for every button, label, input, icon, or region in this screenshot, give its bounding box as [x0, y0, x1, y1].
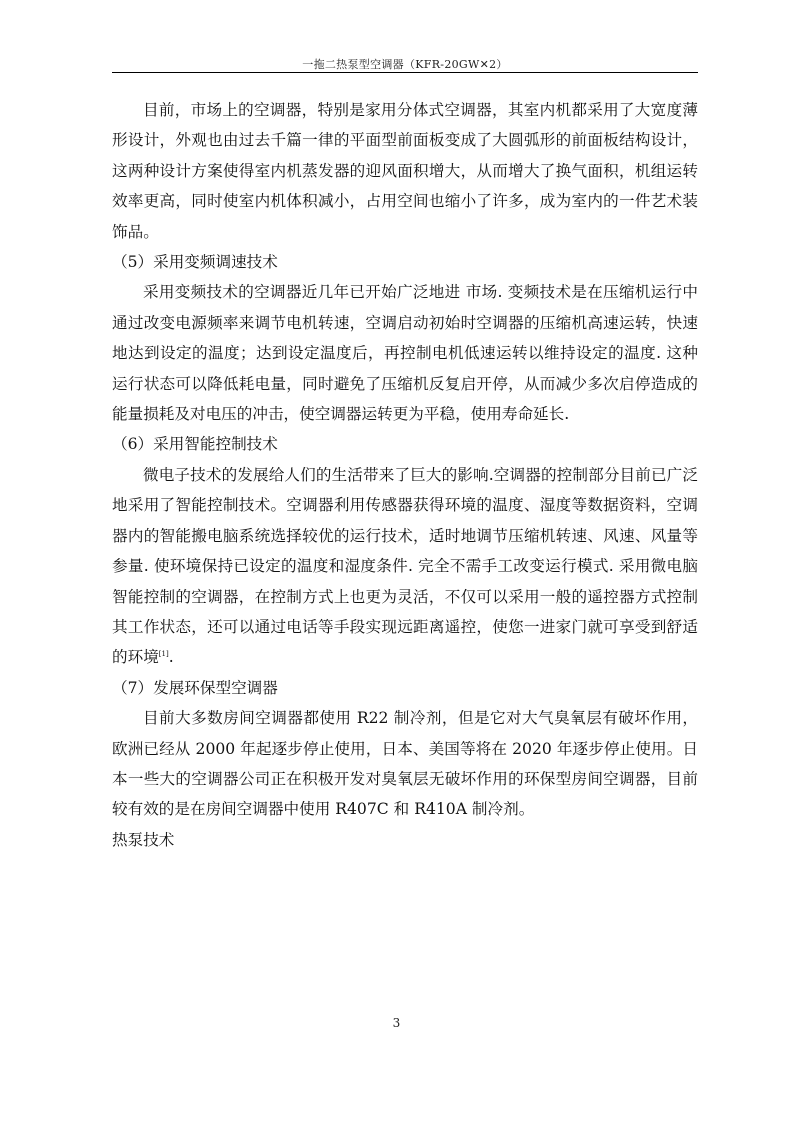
section-heading-5: （5）采用变频调速技术: [112, 253, 278, 272]
document-body: [112, 95, 698, 855]
citation-ref[interactable]: [1]: [158, 650, 169, 659]
header-rule: [112, 72, 698, 73]
paragraph-inverter: 采用变频技术的空调器近几年已开始广泛地进 市场. 变频技术是在压缩机运行中通过改变电源频率来调节电机转速，空调启动初始时空调器的压缩机高速运转，快速地达到设定的温度；达到设定温度后，再控制电机低速运转以维持设定的温度. 这种运行状态可以降低耗电量，同时避免了压缩机反复启开停，从而减少多次启停造成的能量损耗及对电压的冲击，使空调器运转更为平稳，使用寿命延长.: [112, 283, 698, 424]
paragraph-intro: 目前，市场上的空调器，特别是家用分体式空调器，其室内机都采用了大宽度薄形设计，外观也由过去千篇一律的平面型前面板变成了大圆弧形的前面板结构设计，这两种设计方案使得室内机蒸发器的迎风面积增大，从而增大了换气面积，机组运转效率更高，同时使室内机体积减小，占用空间也缩小了许多，成为室内的一件艺术装饰品。: [112, 101, 698, 241]
section-heading-7: （7）发展环保型空调器: [112, 678, 278, 697]
section-heading-6: （6）采用智能控制技术: [112, 435, 278, 454]
paragraph-smart-control-text: 微电子技术的发展给人们的生活带来了巨大的影响.空调器的控制部分目前已广泛地采用了智能控制技术。空调器利用传感器获得环境的温度、湿度等数据资料，空调器内的智能搬电脑系统选择较优的运行技术，适时地调节压缩机转速、风速、风量等参量. 使环境保持已设定的温度和湿度条件. 完全不需手工改变运行模式. 采用微电脑智能控制的空调器，在控制方式上也更为灵活，不仅可以采用一般的遥控器方式控制其工作状态，还可以通过电话等手段实现远距离遥控，使您一进家门就可享受到舒适的环境: [112, 465, 698, 667]
page-number: 3: [392, 1016, 401, 1030]
paragraph-eco: 目前大多数房间空调器都使用 R22 制冷剂，但是它对大气臭氧层有破坏作用，欧洲已经从 2000 年起逐步停止使用，日本、美国等将在 2020 年逐步停止使用。日本一些大的空调器公司正在积极开发对臭氧层无破坏作用的环保型房间空调器，目前较有效的是在房间空调器中使用 R407C 和 R410A 制冷剂。: [112, 709, 698, 819]
section-heading-heat-pump: 热泵技术: [112, 830, 175, 849]
paragraph-smart-control: [112, 460, 698, 673]
paragraph-smart-control-end: .: [168, 648, 174, 667]
running-header: 一拖二热泵型空调器（KFR-20GW✕2）: [302, 58, 508, 71]
